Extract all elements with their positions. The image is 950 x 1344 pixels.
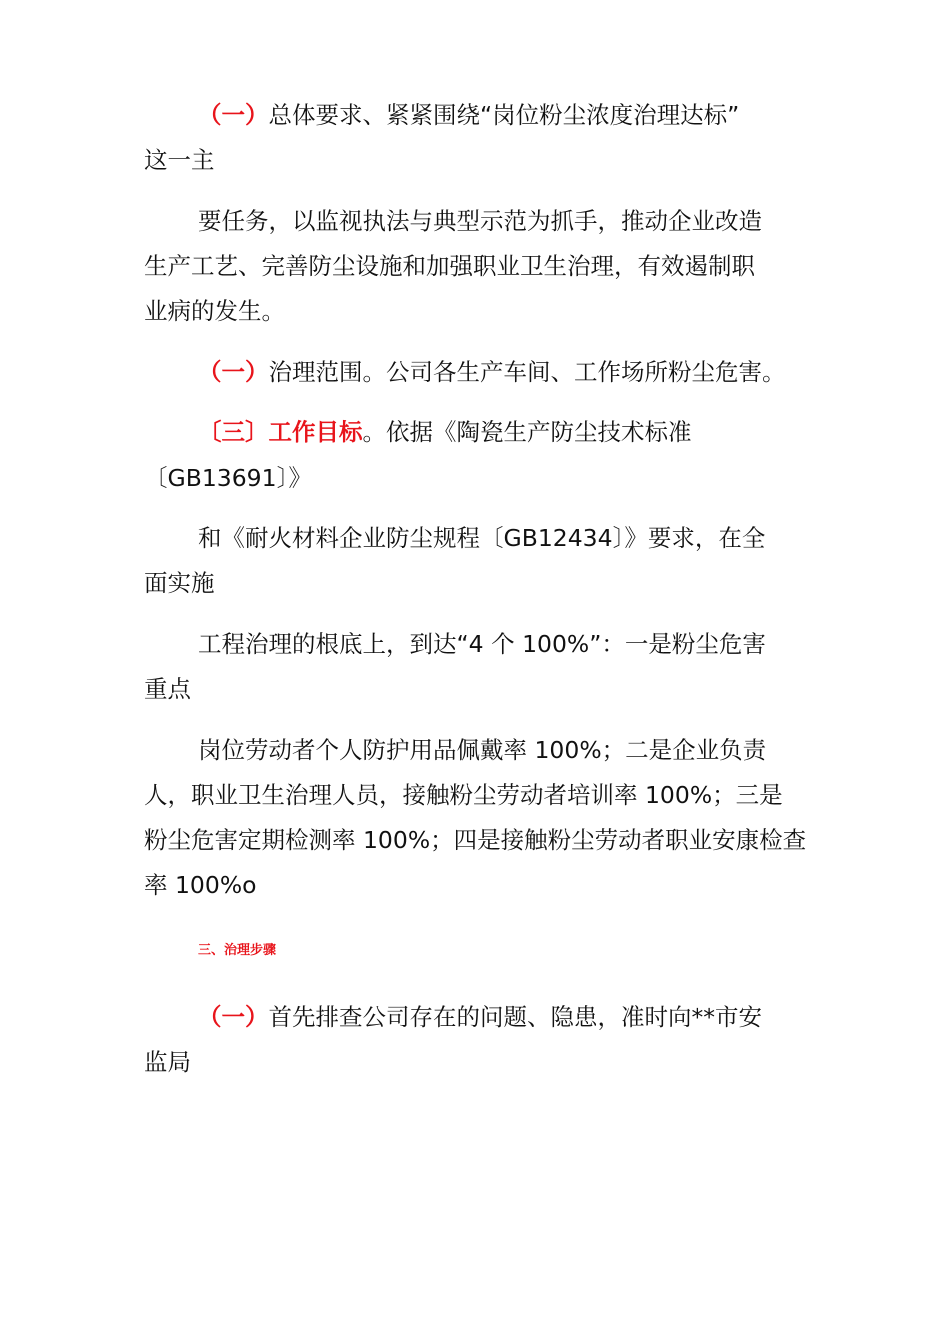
paragraph-4-line-2: 〔GB13691〕》: [144, 464, 312, 492]
paragraph-6-line-2: 重点: [144, 675, 191, 703]
paragraph-text: 。依据《陶瓷生产防尘技术标准: [362, 418, 692, 446]
paragraph-6-line-1: 工程治理的根底上，到达“4 个 100%”：一是粉尘危害: [198, 630, 766, 658]
paragraph-5-line-2: 面实施: [144, 569, 215, 597]
paragraph-text: 首先排查公司存在的问题、隐患，准时向**市安: [268, 1003, 762, 1031]
paragraph-8-line-2: 监局: [144, 1048, 191, 1076]
paragraph-2-line-1: 要任务，以监视执法与典型示范为抓手，推动企业改造: [198, 207, 762, 235]
paragraph-7-line-4: 率 100%o: [144, 871, 257, 899]
section-heading: 三、治理步骤: [198, 943, 277, 958]
paragraph-5-line-1: 和《耐火材料企业防尘规程〔GB12434〕》要求，在全: [198, 524, 766, 552]
section-marker: 〔三〕工作目标: [198, 418, 363, 446]
section-marker: （一）: [198, 358, 269, 386]
paragraph-3-line-1: [198, 350, 786, 395]
paragraph-2-line-3: 业病的发生。: [144, 297, 285, 325]
paragraph-1-line-2: 这一主: [144, 146, 215, 174]
paragraph-text: 治理范围。公司各生产车间、工作场所粉尘危害。: [268, 358, 786, 386]
paragraph-7-line-3: 粉尘危害定期检测率 100%；四是接触粉尘劳动者职业安康检查: [144, 826, 807, 854]
paragraph-2-line-2: 生产工艺、完善防尘设施和加强职业卫生治理，有效遏制职: [144, 252, 755, 280]
paragraph-8-line-1: [198, 995, 762, 1040]
paragraph-text: 总体要求、紧紧围绕“岗位粉尘浓度治理达标”: [268, 101, 740, 129]
section-marker: （一）: [198, 1003, 269, 1031]
paragraph-4-line-1: [198, 410, 692, 455]
paragraph-7-line-1: 岗位劳动者个人防护用品佩戴率 100%；二是企业负责: [198, 736, 767, 764]
paragraph-1-line-1: [198, 93, 739, 138]
section-marker: （一）: [198, 101, 269, 129]
paragraph-7-line-2: 人，职业卫生治理人员，接触粉尘劳动者培训率 100%；三是: [144, 781, 783, 809]
